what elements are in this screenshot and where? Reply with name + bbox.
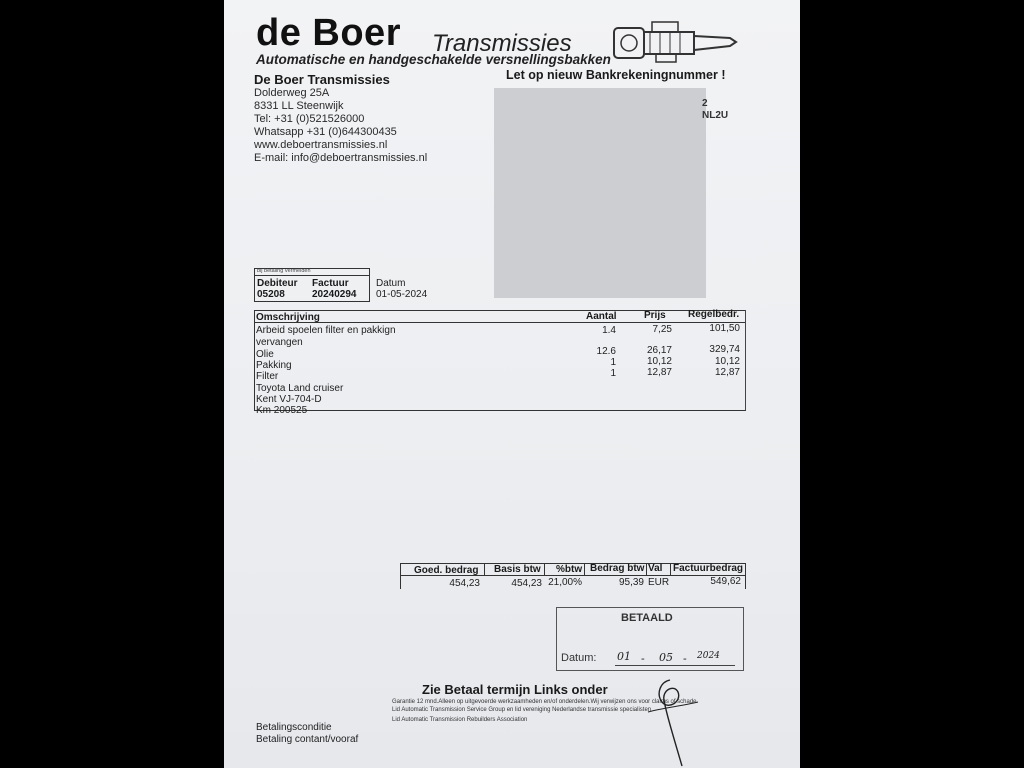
row-regelbedrag: 329,74	[709, 344, 740, 355]
paid-stamp-title: BETAALD	[621, 612, 673, 624]
paid-stamp	[556, 607, 744, 671]
row-regelbedrag: 101,50	[709, 323, 740, 334]
row-aantal: 1	[610, 368, 616, 379]
row-regelbedrag: 12,87	[714, 367, 740, 378]
paid-stamp-day: 01	[617, 650, 631, 663]
address-website: www.deboertransmissies.nl	[254, 139, 388, 151]
payment-term-note: Zie Betaal termijn Links onder	[422, 682, 608, 697]
totals-header-val: Val	[648, 563, 663, 574]
totals-goed-value: 454,23	[449, 578, 480, 589]
logo-wordmark: de Boer	[256, 12, 401, 54]
table-row: Km 200525	[256, 405, 308, 416]
address-street: Dolderweg 25A	[254, 87, 330, 99]
totals-btw-value: 95,39	[618, 577, 644, 588]
col-regelbedrag: Regelbedr.	[688, 309, 740, 320]
table-row: Kent VJ-704-D	[256, 394, 322, 405]
row-prijs: 12,87	[646, 367, 672, 378]
stamp-sep-1: -	[641, 652, 645, 665]
col-aantal: Aantal	[586, 311, 617, 322]
membership-text-1: Lid Automatic Transmission Service Group en lid vereniging Nederlandse transmissie specialisten	[392, 707, 652, 713]
factuur-label: Factuur	[312, 278, 349, 289]
debiteur-value: 05208	[257, 289, 285, 300]
datum-label: Datum	[376, 278, 406, 289]
address-email: E-mail: info@deboertransmissies.nl	[254, 152, 428, 164]
totals-header-goed: Goed. bedrag	[414, 565, 479, 576]
row-aantal: 1.4	[602, 325, 616, 336]
stamp-sep-2: -	[683, 652, 687, 665]
totals-header-pct: %btw	[556, 564, 583, 575]
transmission-icon	[612, 18, 740, 66]
table-row: Filter	[256, 371, 279, 382]
debiteur-label: Debiteur	[257, 278, 298, 289]
redacted-bank-details	[494, 88, 706, 298]
row-regelbedrag: 10,12	[714, 356, 740, 367]
redacted-peek-text: 2	[702, 98, 708, 109]
table-header-divider	[254, 322, 745, 323]
address-whatsapp: Whatsapp +31 (0)644300435	[254, 126, 397, 138]
totals-header-basis: Basis btw	[494, 564, 541, 575]
totals-pct-value: 21,00%	[548, 577, 582, 588]
signature-icon	[642, 672, 702, 768]
factuur-value: 20240294	[312, 289, 357, 300]
address-phone: Tel: +31 (0)521526000	[254, 113, 365, 125]
totals-basis-value: 454,23	[511, 578, 542, 589]
col-omschrijving: Omschrijving	[256, 312, 320, 323]
row-aantal: 1	[610, 357, 616, 368]
company-name: De Boer Transmissies	[254, 72, 390, 87]
datum-value: 01-05-2024	[376, 289, 428, 300]
row-prijs: 10,12	[646, 356, 672, 367]
totals-col-sep	[646, 563, 647, 576]
redacted-peek-iban: NL2U	[702, 110, 729, 121]
address-city: 8331 LL Steenwijk	[254, 100, 344, 112]
table-row: Pakking	[256, 360, 292, 371]
totals-factuurbedrag: 549,62	[710, 576, 741, 587]
totals-header-factuur: Factuurbedrag	[673, 563, 744, 574]
logo-subtitle: Transmissies	[432, 30, 572, 57]
table-row: Olie	[256, 349, 274, 360]
totals-col-sep	[544, 563, 545, 576]
row-aantal: 12.6	[596, 346, 616, 357]
stamp-date-underline	[615, 665, 735, 666]
bank-account-notice: Let op nieuw Bankrekeningnummer !	[506, 68, 726, 82]
company-tagline: Automatische en handgeschakelde versnellingsbakken	[256, 52, 611, 67]
table-top-border	[254, 310, 745, 311]
row-prijs: 26,17	[646, 345, 672, 356]
row-prijs: 7,25	[652, 324, 672, 335]
invoice-page	[224, 0, 800, 768]
totals-col-sep	[584, 563, 585, 576]
col-prijs: Prijs	[644, 310, 666, 321]
table-row: Arbeid spoelen filter en pakkign	[256, 325, 396, 336]
paid-stamp-date-label: Datum:	[561, 652, 597, 664]
totals-col-sep	[670, 563, 671, 576]
table-row: Toyota Land cruiser	[256, 383, 344, 394]
payment-condition-value: Betaling contant/vooraf	[256, 734, 359, 745]
meta-small-label: bij betaling vermelden	[257, 268, 311, 274]
table-row: vervangen	[256, 337, 303, 348]
meta-divider	[254, 275, 369, 276]
totals-header-btw: Bedrag btw	[590, 563, 645, 574]
membership-text-2: Lid Automatic Transmission Rebuilders Association	[392, 717, 528, 723]
paid-stamp-month: 05	[659, 651, 673, 664]
warranty-text: Garantie 12 mnd.Alleen op uitgevoerde werkzaamheden en/of onderdelen.Wij verwijzen ons voor claims of schade	[392, 699, 697, 705]
totals-currency: EUR	[648, 577, 670, 588]
totals-col-sep	[484, 563, 485, 576]
paid-stamp-year: 2024	[697, 651, 720, 661]
payment-condition-label: Betalingsconditie	[256, 722, 332, 733]
